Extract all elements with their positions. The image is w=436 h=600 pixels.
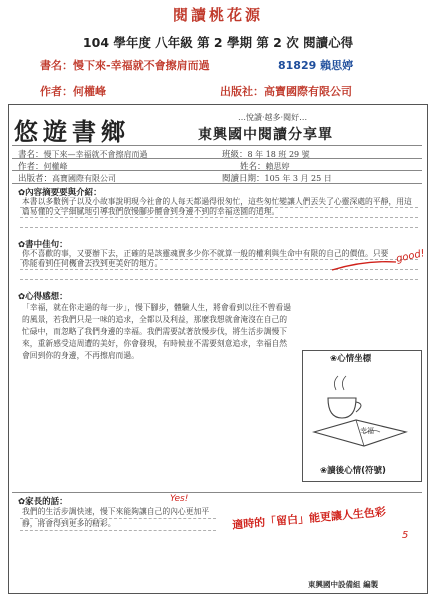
parent-text: 我們的生活步調快速，慢下來能夠讓自己的內心更加平靜，將會得到更多的精彩。 [22,507,210,528]
banner-tagline: …悅讀‧越多‧閱好… [238,113,308,122]
student-id-value: 81829 賴思婷 [278,59,354,72]
field-divider-3 [12,183,422,184]
sheet-book-value: 慢下來—幸福就不會擦肩而過 [43,150,148,159]
page-title: 閱讀桃花源 [172,6,263,24]
summary-label: ✿內容摘要要與介紹： [18,188,102,198]
mood-label: ❀心情坐標 [330,354,372,364]
teacher-signature: 5 [402,530,409,541]
teacher-note-good: good! [395,248,426,265]
semester-line: 104 學年度 八年級 第 2 學期 第 2 次 閱讀心得 [82,35,354,50]
author-value: 何權峰 [73,85,106,98]
sheet-footer: 東興國中設備組 編製 [308,580,379,589]
thoughts-divider [12,492,422,493]
thoughts-text: 「幸福，就在你走過的每一步」，慢下腳步，體驗人生，將會看到以往不曾看過的風景，若我們只是一味的追求，全都以及利益，那麼我想就會淹沒在自己的忙碌中，而忽略了我們身邊的幸福。我們需要試著放慢步伐，將生活步調慢下來，重新感受這周遭的美好，你會發現，有時候並不需要刻意追求，幸福自然會回到你的身邊，不再擦肩而過。 [22,303,291,360]
mood-after-label: ❀讀後心情(符號) [320,466,386,476]
field-divider-2 [12,170,422,171]
tea-and-book-drawing [308,368,414,454]
sheet-title: 東興國中閱讀分享單 [198,127,333,143]
banner-art: 悠遊書鄉 [14,117,130,146]
sheet-publisher-label: 出版者： [18,174,53,184]
book-title-label: 書名： [40,59,73,72]
author-row [40,83,106,99]
teacher-note-yes: Yes! [170,494,189,504]
sheet-name-label: 姓名： [240,162,266,172]
book-title-row [40,57,210,73]
summary-line-2 [20,217,418,218]
sheet-publisher-value: 高寶國際有限公司 [52,174,117,183]
sheet-date-value: 105 年 3 月 25 日 [264,174,332,183]
publisher-row [220,83,352,99]
book-title-value: 慢下來-幸福就不會擦肩而過 [73,59,210,72]
mood-art-label: 幸福 [360,427,374,435]
sheet-name-value: 賴思婷 [265,162,290,171]
sheet-class-value: 8 年 18 班 29 號 [247,150,310,159]
sheet-author-label: 作者： [18,162,44,172]
author-label: 作者： [40,85,73,98]
thoughts-label: ✿心得感想： [18,292,68,302]
parent-line-2 [20,530,216,531]
teacher-comment: 適時的「留白」能更讓人生色彩 [231,505,387,532]
parent-label: ✿家長的話： [18,497,68,507]
sheet-book-label: 書名： [18,150,44,160]
red-underline-stroke [330,256,400,276]
sheet-date-label: 閱讀日期： [222,174,265,184]
publisher-label: 出版社： [220,85,264,98]
student-id [278,57,353,73]
quote-label: ✿書中佳句： [18,240,68,250]
banner-divider [12,145,422,146]
quote-text: 你不喜歡的事，又要辦下去，正確的是該靈魂賣多少你不就算一般的權利與生命中有限的自己的價值。只要你能看到任何機會去找到更美好的地方。 [22,249,389,268]
publisher-value: 高寶國際有限公司 [264,85,352,98]
sheet-author-value: 何權峰 [43,162,68,171]
thoughts-area [18,302,296,490]
quote-line-3 [20,279,418,280]
sheet-class-label: 班級： [222,150,248,160]
field-divider-1 [12,158,422,159]
summary-text: 本書以多數例子以及小故事說明現今社會的人每天都過得很匆忙，這些匆忙變讓人們丟失了心靈深處的平靜，用這篇易懂的文字細膩地引導我們放慢腳步體會到身邊不到的幸福送園的道理。 [22,197,412,216]
summary-line-3 [20,227,418,228]
